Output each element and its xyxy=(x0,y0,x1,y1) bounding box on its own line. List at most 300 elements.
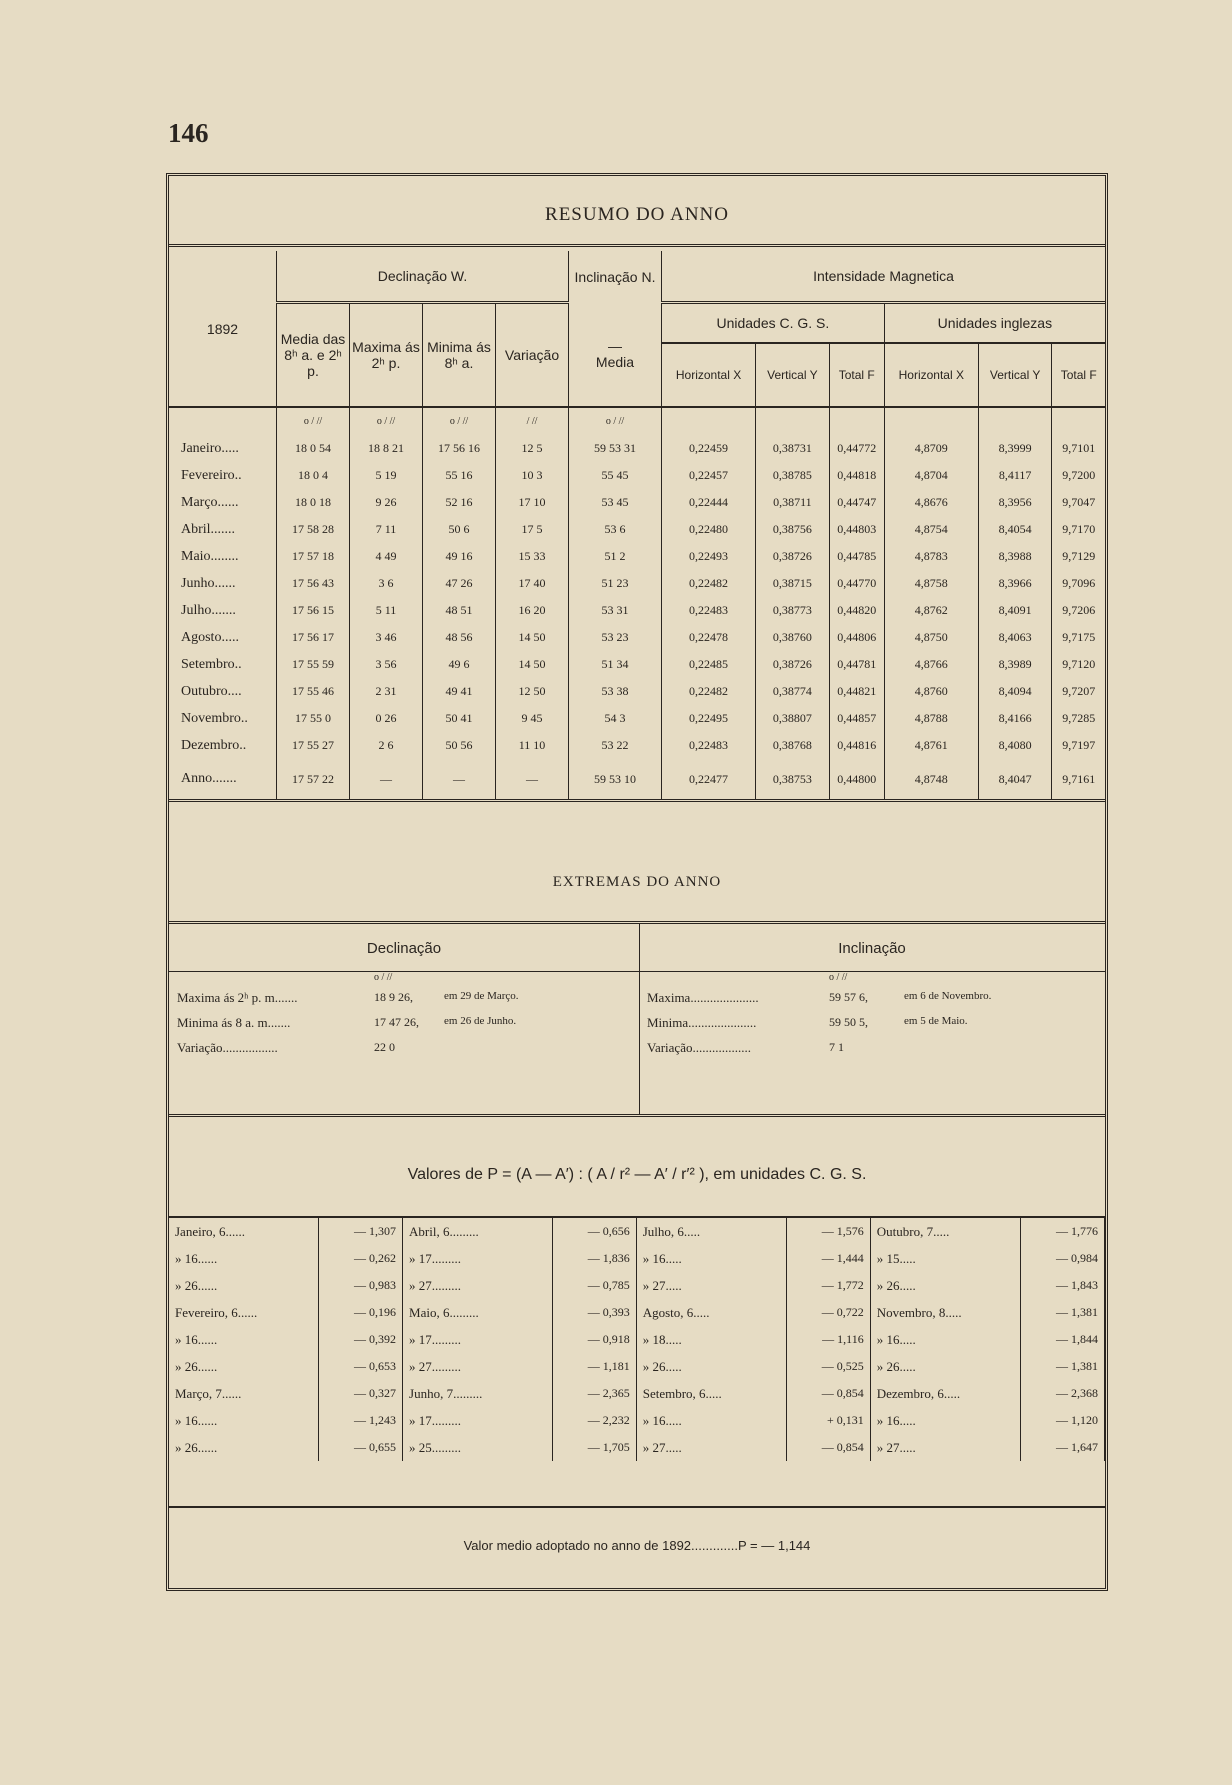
cell-value: 17 57 22 xyxy=(277,759,350,801)
cell-value: 0,22485 xyxy=(662,651,756,678)
month-row xyxy=(169,462,1105,489)
cell-value: 0,44857 xyxy=(829,705,884,732)
p-value: — 0,854 xyxy=(787,1434,871,1461)
p-value: — 0,656 xyxy=(553,1218,637,1245)
cell-value: 18 0 54 xyxy=(295,441,331,455)
col-media-das: Media das 8ʰ a. e 2ʰ p. xyxy=(280,331,346,379)
cell-value: 8,4094 xyxy=(978,678,1052,705)
col-minima: Minima ás 8ʰ a. xyxy=(423,303,496,408)
p-date: » 16..... xyxy=(876,1331,916,1347)
cell-value: 48 51 xyxy=(423,597,496,624)
p-value: — 0,196 xyxy=(319,1299,403,1326)
sub-cgs: Unidades C. G. S. xyxy=(662,303,885,344)
cell-value: 55 16 xyxy=(423,462,496,489)
col-media-label: Media xyxy=(595,354,635,371)
cell-value: 9,7161 xyxy=(1052,759,1105,801)
month-label: Janeiro..... xyxy=(169,435,277,462)
month-label: Junho...... xyxy=(169,570,277,597)
cell-value: 4,8788 xyxy=(884,705,978,732)
cell-value: 12 5 xyxy=(496,435,569,462)
cell-value: 55 45 xyxy=(569,462,662,489)
p-date: Junho, 7......... xyxy=(409,1385,483,1401)
cell-value: 2 31 xyxy=(350,678,423,705)
p-value: — 0,854 xyxy=(787,1380,871,1407)
month-label: Dezembro.. xyxy=(169,732,277,759)
cell-value: 17 40 xyxy=(496,570,569,597)
cell-value: 0,44816 xyxy=(829,732,884,759)
cell-value: 0,38768 xyxy=(756,732,830,759)
cell-value: 0,44818 xyxy=(829,462,884,489)
p-date: » 25......... xyxy=(409,1439,462,1455)
cell-value: 53 38 xyxy=(569,678,662,705)
cell-value: 7 11 xyxy=(350,516,423,543)
extremas-note: em 5 de Maio. xyxy=(904,1015,968,1027)
cell-value: 0 26 xyxy=(350,705,423,732)
month-row xyxy=(169,570,1105,597)
cell-value: 5 19 xyxy=(350,462,423,489)
month-label: Maio........ xyxy=(169,543,277,570)
p-value: + 0,131 xyxy=(787,1407,871,1434)
p-row xyxy=(169,1326,1105,1353)
p-value: — 0,655 xyxy=(319,1434,403,1461)
p-date: » 16..... xyxy=(642,1250,682,1266)
p-value: — 0,392 xyxy=(319,1326,403,1353)
month-label: Fevereiro.. xyxy=(169,462,277,489)
cell-value: 0,38731 xyxy=(756,435,830,462)
p-date: » 26...... xyxy=(175,1358,218,1374)
p-date: » 17......... xyxy=(409,1250,462,1266)
extremas-value: 7 1 xyxy=(829,1040,844,1054)
cell-value: 9,7200 xyxy=(1052,462,1105,489)
extremas-value: 59 57 6, xyxy=(829,990,868,1004)
cell-value: 48 56 xyxy=(423,624,496,651)
extremas-row xyxy=(639,990,1105,1015)
p-value: — 1,576 xyxy=(787,1218,871,1245)
cell-value: 4,8766 xyxy=(884,651,978,678)
cell-value: 0,44803 xyxy=(829,516,884,543)
cell-value: 53 45 xyxy=(569,489,662,516)
month-row xyxy=(169,543,1105,570)
col-maxima: Maxima ás 2ʰ p. xyxy=(350,303,423,408)
cell-value: 9,7101 xyxy=(1052,435,1105,462)
month-label: Março...... xyxy=(169,489,277,516)
cell-value: 18 0 4 xyxy=(298,468,328,482)
cell-value: 0,44770 xyxy=(829,570,884,597)
cell-value: 0,38773 xyxy=(756,597,830,624)
p-date: » 26...... xyxy=(175,1277,218,1293)
col-cgs-t: Total F xyxy=(829,343,884,407)
cell-value: 4,8758 xyxy=(884,570,978,597)
extremas-declinacao-title: Declinação xyxy=(169,924,639,972)
p-value: — 1,381 xyxy=(1021,1353,1105,1380)
p-row xyxy=(169,1272,1105,1299)
cell-value: 9,7206 xyxy=(1052,597,1105,624)
p-date: » 17......... xyxy=(409,1412,462,1428)
unit: o / // xyxy=(423,407,496,435)
extremas-inclinacao-title: Inclinação xyxy=(639,924,1105,972)
cell-value: 17 55 46 xyxy=(292,684,334,698)
cell-value: 9,7197 xyxy=(1052,732,1105,759)
extremas-declinacao-rows xyxy=(169,990,639,1065)
cell-value: 4,8761 xyxy=(884,732,978,759)
cell-value: 0,22483 xyxy=(662,732,756,759)
cell-value: 9 45 xyxy=(496,705,569,732)
cell-value: 9,7047 xyxy=(1052,489,1105,516)
month-label: Agosto..... xyxy=(169,624,277,651)
year-header: 1892 xyxy=(169,251,277,407)
p-value: — 0,327 xyxy=(319,1380,403,1407)
extremas-units: o / // xyxy=(374,972,393,983)
month-label: Novembro.. xyxy=(169,705,277,732)
footer xyxy=(169,1506,1105,1588)
cell-value: 50 41 xyxy=(423,705,496,732)
p-date: » 27......... xyxy=(409,1277,462,1293)
cell-value: 17 5 xyxy=(496,516,569,543)
p-date: » 26..... xyxy=(876,1358,916,1374)
cell-value: 9 26 xyxy=(350,489,423,516)
cell-value: 0,22444 xyxy=(662,489,756,516)
outer-frame xyxy=(166,173,1108,1591)
cell-value: 8,3988 xyxy=(978,543,1052,570)
extremas-label: Variação................. xyxy=(177,1040,278,1055)
cell-value: 0,38726 xyxy=(756,543,830,570)
cell-value: 0,38807 xyxy=(756,705,830,732)
extremas-row xyxy=(169,1015,639,1040)
p-value: — 1,836 xyxy=(553,1245,637,1272)
cell-value: 17 56 17 xyxy=(292,630,334,644)
cell-value: 0,22493 xyxy=(662,543,756,570)
p-date: » 26...... xyxy=(175,1439,218,1455)
cell-value: — xyxy=(496,759,569,801)
p-row xyxy=(169,1380,1105,1407)
p-date: Julho, 6..... xyxy=(642,1223,701,1239)
cell-value: 5 11 xyxy=(350,597,423,624)
cell-value: 0,22482 xyxy=(662,678,756,705)
cell-value: 53 23 xyxy=(569,624,662,651)
p-value: — 0,984 xyxy=(1021,1245,1105,1272)
col-ing-v: Vertical Y xyxy=(978,343,1052,407)
cell-value: 18 0 18 xyxy=(295,495,331,509)
month-row xyxy=(169,651,1105,678)
cell-value: 9,7170 xyxy=(1052,516,1105,543)
p-date: » 17......... xyxy=(409,1331,462,1347)
cell-value: 53 22 xyxy=(569,732,662,759)
p-value: — 1,705 xyxy=(553,1434,637,1461)
formula-text: Valores de P = (A — A′) : ( A / r² — A′ / r′² ), em unidades C. G. S. xyxy=(407,1166,867,1183)
cell-value: 3 6 xyxy=(350,570,423,597)
cell-value: 49 16 xyxy=(423,543,496,570)
p-row xyxy=(169,1245,1105,1272)
cell-value: 0,22480 xyxy=(662,516,756,543)
cell-value: 0,38726 xyxy=(756,651,830,678)
cell-value: 0,44747 xyxy=(829,489,884,516)
cell-value: 0,38715 xyxy=(756,570,830,597)
p-value: — 1,444 xyxy=(787,1245,871,1272)
cell-value: 8,3956 xyxy=(978,489,1052,516)
p-value: — 2,368 xyxy=(1021,1380,1105,1407)
resumo-table xyxy=(169,251,1105,802)
p-value: — 0,393 xyxy=(553,1299,637,1326)
col-ing-h: Horizontal X xyxy=(884,343,978,407)
p-value: — 0,262 xyxy=(319,1245,403,1272)
cell-value: 9,7129 xyxy=(1052,543,1105,570)
resumo-title: RESUMO DO ANNO xyxy=(169,204,1105,247)
p-value: — 1,243 xyxy=(319,1407,403,1434)
anno-row xyxy=(169,759,1105,801)
cell-value: 0,44800 xyxy=(829,759,884,801)
cell-value: 8,4117 xyxy=(978,462,1052,489)
cell-value: 53 31 xyxy=(569,597,662,624)
cell-value: 8,4063 xyxy=(978,624,1052,651)
resumo-body xyxy=(169,435,1105,801)
p-value: — 1,776 xyxy=(1021,1218,1105,1245)
extremas-section xyxy=(169,921,1105,1117)
cell-value: 15 33 xyxy=(496,543,569,570)
p-values-body xyxy=(169,1218,1105,1461)
cell-value: 8,3989 xyxy=(978,651,1052,678)
cell-value: 9,7096 xyxy=(1052,570,1105,597)
resumo-table-wrap xyxy=(169,251,1105,802)
p-date: » 18..... xyxy=(642,1331,682,1347)
extremas-label: Minima..................... xyxy=(647,1015,757,1030)
col-cgs-v: Vertical Y xyxy=(756,343,830,407)
cell-value: 0,22495 xyxy=(662,705,756,732)
cell-value: 0,38711 xyxy=(756,489,830,516)
cell-value: 54 3 xyxy=(569,705,662,732)
cell-value: 52 16 xyxy=(423,489,496,516)
p-date: » 26..... xyxy=(876,1277,916,1293)
cell-value: 9,7175 xyxy=(1052,624,1105,651)
p-date: Novembro, 8..... xyxy=(876,1304,962,1320)
cell-value: 8,4091 xyxy=(978,597,1052,624)
cell-value: 0,38753 xyxy=(756,759,830,801)
extremas-row xyxy=(169,1040,639,1065)
cell-value: 0,38774 xyxy=(756,678,830,705)
cell-value: 4,8762 xyxy=(884,597,978,624)
cell-value: 51 34 xyxy=(569,651,662,678)
unit: o / // xyxy=(350,407,423,435)
dash: — xyxy=(608,338,622,355)
cell-value: 2 6 xyxy=(350,732,423,759)
extremas-inclinacao xyxy=(639,924,1105,1114)
p-value: — 1,381 xyxy=(1021,1299,1105,1326)
p-date: Maio, 6......... xyxy=(409,1304,479,1320)
cell-value: 0,44781 xyxy=(829,651,884,678)
footer-text: Valor medio adoptado no anno de 1892.............P = — 1,144 xyxy=(463,1538,811,1553)
intensidade-header: Intensidade Magnetica xyxy=(662,251,1106,303)
month-row xyxy=(169,435,1105,462)
p-date: Março, 7...... xyxy=(175,1385,242,1401)
p-value: — 1,181 xyxy=(553,1353,637,1380)
extremas-units: o / // xyxy=(829,972,848,983)
p-value: — 1,647 xyxy=(1021,1434,1105,1461)
cell-value: 9,7120 xyxy=(1052,651,1105,678)
month-label: Abril....... xyxy=(169,516,277,543)
cell-value: 59 53 31 xyxy=(569,435,662,462)
col-variacao: Variação xyxy=(496,303,569,408)
cell-value: 14 50 xyxy=(496,624,569,651)
p-date: Setembro, 6..... xyxy=(642,1385,722,1401)
cell-value: 4,8704 xyxy=(884,462,978,489)
cell-value: 0,22457 xyxy=(662,462,756,489)
p-value: — 1,772 xyxy=(787,1272,871,1299)
cell-value: 11 10 xyxy=(496,732,569,759)
month-row xyxy=(169,516,1105,543)
p-date: Agosto, 6..... xyxy=(642,1304,710,1320)
cell-value: 17 57 18 xyxy=(292,549,334,563)
unit: o / // xyxy=(569,407,662,435)
p-value: — 0,525 xyxy=(787,1353,871,1380)
p-value: — 0,722 xyxy=(787,1299,871,1326)
extremas-row xyxy=(639,1015,1105,1040)
cell-value: 51 23 xyxy=(569,570,662,597)
cell-value: 3 46 xyxy=(350,624,423,651)
cell-value: 18 8 21 xyxy=(350,435,423,462)
cell-value: 0,22459 xyxy=(662,435,756,462)
extremas-value: 22 0 xyxy=(374,1040,395,1054)
p-date: » 27..... xyxy=(876,1439,916,1455)
month-row xyxy=(169,597,1105,624)
month-label: Julho....... xyxy=(169,597,277,624)
cell-value: 4,8760 xyxy=(884,678,978,705)
page-number: 146 xyxy=(168,118,209,148)
p-value: — 1,120 xyxy=(1021,1407,1105,1434)
unit: / // xyxy=(496,407,569,435)
cell-value: 0,44772 xyxy=(829,435,884,462)
cell-value: 59 53 10 xyxy=(569,759,662,801)
p-value: — 1,307 xyxy=(319,1218,403,1245)
cell-value: 0,44785 xyxy=(829,543,884,570)
p-value: — 2,365 xyxy=(553,1380,637,1407)
p-date: Dezembro, 6..... xyxy=(876,1385,961,1401)
cell-value: 0,22477 xyxy=(662,759,756,801)
p-row xyxy=(169,1353,1105,1380)
cell-value: 4,8709 xyxy=(884,435,978,462)
month-label: Setembro.. xyxy=(169,651,277,678)
cell-value: — xyxy=(350,759,423,801)
cell-value: 9,7285 xyxy=(1052,705,1105,732)
cell-value: 17 55 27 xyxy=(292,738,334,752)
sub-inglezas: Unidades inglezas xyxy=(884,303,1105,344)
p-value: — 0,653 xyxy=(319,1353,403,1380)
p-date: » 26..... xyxy=(642,1358,682,1374)
cell-value: 53 6 xyxy=(569,516,662,543)
p-date: Janeiro, 6...... xyxy=(175,1223,246,1239)
cell-value: 49 6 xyxy=(423,651,496,678)
cell-value: 4,8754 xyxy=(884,516,978,543)
p-row xyxy=(169,1299,1105,1326)
extremas-row xyxy=(169,990,639,1015)
p-date: » 16..... xyxy=(876,1412,916,1428)
cell-value: 14 50 xyxy=(496,651,569,678)
p-row xyxy=(169,1434,1105,1461)
p-values-section xyxy=(169,1218,1105,1461)
cell-value: 4,8748 xyxy=(884,759,978,801)
cell-value: 16 20 xyxy=(496,597,569,624)
cell-value: 12 50 xyxy=(496,678,569,705)
cell-value: 4,8750 xyxy=(884,624,978,651)
p-value: — 1,844 xyxy=(1021,1326,1105,1353)
month-row xyxy=(169,732,1105,759)
cell-value: 8,4166 xyxy=(978,705,1052,732)
extremas-label: Maxima..................... xyxy=(647,990,759,1005)
extremas-note: em 26 de Junho. xyxy=(444,1015,517,1027)
p-value: — 1,843 xyxy=(1021,1272,1105,1299)
unit: o / // xyxy=(303,416,323,427)
cell-value: 17 55 59 xyxy=(292,657,334,671)
cell-value: 17 56 16 xyxy=(423,435,496,462)
cell-value: 8,4080 xyxy=(978,732,1052,759)
cell-value: 17 56 43 xyxy=(292,576,334,590)
cell-value: 50 56 xyxy=(423,732,496,759)
col-ing-t: Total F xyxy=(1052,343,1105,407)
cell-value: 0,22478 xyxy=(662,624,756,651)
extremas-label: Minima ás 8 a. m....... xyxy=(177,1015,291,1030)
p-row xyxy=(169,1407,1105,1434)
col-cgs-h: Horizontal X xyxy=(662,343,756,407)
cell-value: 0,22482 xyxy=(662,570,756,597)
p-date: » 16...... xyxy=(175,1412,218,1428)
month-row xyxy=(169,489,1105,516)
p-date: Fevereiro, 6...... xyxy=(175,1304,258,1320)
cell-value: 0,38756 xyxy=(756,516,830,543)
cell-value: 0,38785 xyxy=(756,462,830,489)
p-value: — 1,116 xyxy=(787,1326,871,1353)
extremas-value: 59 50 5, xyxy=(829,1015,868,1029)
extremas-note: em 29 de Março. xyxy=(444,990,519,1002)
extremas-note: em 6 de Novembro. xyxy=(904,990,992,1002)
extremas-label: Variação.................. xyxy=(647,1040,751,1055)
p-date: Outubro, 7..... xyxy=(876,1223,950,1239)
cell-value: 8,4047 xyxy=(978,759,1052,801)
extremas-value: 17 47 26, xyxy=(374,1015,419,1029)
p-row xyxy=(169,1218,1105,1245)
cell-value: 17 56 15 xyxy=(292,603,334,617)
extremas-title: EXTREMAS DO ANNO xyxy=(552,874,722,890)
p-value: — 0,785 xyxy=(553,1272,637,1299)
extremas-value: 18 9 26, xyxy=(374,990,413,1004)
cell-value: 49 41 xyxy=(423,678,496,705)
cell-value: 51 2 xyxy=(569,543,662,570)
cell-value: 10 3 xyxy=(496,462,569,489)
p-value: — 2,232 xyxy=(553,1407,637,1434)
extremas-label: Maxima ás 2ʰ p. m....... xyxy=(177,990,298,1005)
formula xyxy=(169,1136,1105,1218)
p-value: — 0,918 xyxy=(553,1326,637,1353)
p-value: — 0,983 xyxy=(319,1272,403,1299)
cell-value: 4,8676 xyxy=(884,489,978,516)
p-date: Abril, 6......... xyxy=(409,1223,479,1239)
cell-value: 0,44820 xyxy=(829,597,884,624)
p-date: » 16...... xyxy=(175,1331,218,1347)
p-date: » 16...... xyxy=(175,1250,218,1266)
extremas-row xyxy=(639,1040,1105,1065)
p-date: » 27..... xyxy=(642,1439,682,1455)
p-date: » 27......... xyxy=(409,1358,462,1374)
cell-value: 0,44821 xyxy=(829,678,884,705)
cell-value: 47 26 xyxy=(423,570,496,597)
p-date: » 15..... xyxy=(876,1250,916,1266)
p-values-table xyxy=(169,1218,1105,1461)
cell-value: 0,22483 xyxy=(662,597,756,624)
month-row xyxy=(169,624,1105,651)
month-label: Anno....... xyxy=(169,759,277,801)
extremas-declinacao xyxy=(169,924,640,1114)
declinacao-header: Declinação W. xyxy=(277,251,569,303)
p-date: » 16..... xyxy=(642,1412,682,1428)
cell-value: 17 58 28 xyxy=(292,522,334,536)
p-date: » 27..... xyxy=(642,1277,682,1293)
